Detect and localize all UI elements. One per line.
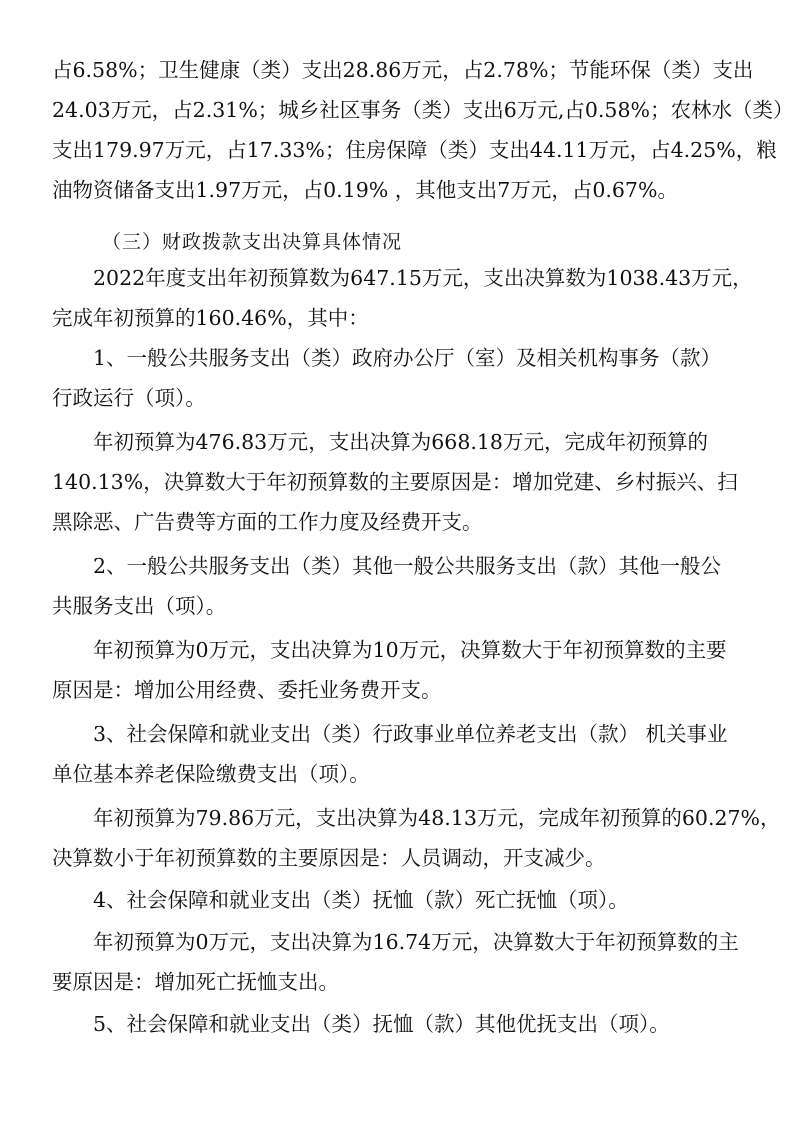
item-detail-line: 原因是：增加公用经费、委托业务费开支。: [52, 678, 442, 702]
item-3-detail: [52, 798, 781, 878]
item-title-line: 单位基本养老保险缴费支出（项）。: [52, 762, 370, 786]
item-title-line: 2、一般公共服务支出（类）其他一般公共服务支出（款）其他一般公: [93, 554, 722, 578]
item-3-title: [52, 714, 752, 794]
summary-line: 2022年度支出年初预算数为647.15万元，支出决算数为1038.43万元，: [93, 266, 753, 290]
item-title-line: 共服务支出（项）。: [52, 594, 227, 618]
section-heading: （三）财政拨款支出决算具体情况: [102, 231, 403, 253]
item-detail-line: 黑除恶、广告费等方面的工作力度及经费开支。: [52, 510, 483, 534]
item-detail-line: 决算数小于年初预算数的主要原因是：人员调动，开支减少。: [52, 846, 606, 870]
item-title-line: 5、社会保障和就业支出（类）抚恤（款）其他优抚支出（项）。: [93, 1012, 670, 1036]
intro-line: 支出179.97万元，占17.33%；住房保障（类）支出44.11万元，占4.25%，粮: [52, 138, 777, 162]
item-detail-line: 140.13%，决算数大于年初预算数的主要原因是：增加党建、乡村振兴、扫: [52, 470, 738, 494]
item-4-detail: [52, 922, 752, 1002]
item-title-line: 3、社会保障和就业支出（类）行政事业单位养老支出（款） 机关事业: [93, 722, 728, 746]
intro-paragraph: [52, 50, 793, 210]
item-detail-line: 要原因是：增加死亡抚恤支出。: [52, 970, 339, 994]
item-detail-line: 年初预算为79.86万元，支出决算为48.13万元，完成年初预算的60.27%，: [93, 806, 781, 830]
intro-line: 24.03万元，占2.31%；城乡社区事务（类）支出6万元,占0.58%；农林水（类）: [52, 98, 793, 122]
item-detail-line: 年初预算为476.83万元，支出决算为668.18万元，完成年初预算的: [93, 430, 708, 454]
item-detail-line: 年初预算为0万元，支出决算为16.74万元，决算数大于年初预算数的主: [93, 930, 739, 954]
intro-line: 占6.58%；卫生健康（类）支出28.86万元，占2.78%；节能环保（类）支出: [52, 58, 754, 82]
summary-paragraph: [52, 258, 752, 338]
item-title-line: 1、一般公共服务支出（类）政府办公厅（室）及相关机构事务（款）: [93, 346, 722, 370]
item-title-line: 4、社会保障和就业支出（类）抚恤（款）死亡抚恤（项）。: [93, 888, 629, 912]
intro-line: 油物资储备支出1.97万元，占0.19% ，其他支出7万元，占0.67%。: [52, 178, 678, 202]
item-title-line: 行政运行（项）。: [52, 386, 206, 410]
item-2-title: [52, 546, 752, 626]
item-4-title: [52, 880, 752, 920]
item-5-title: [52, 1004, 752, 1044]
item-detail-line: 年初预算为0万元，支出决算为10万元，决算数大于年初预算数的主要: [93, 638, 727, 662]
summary-line: 完成年初预算的160.46%，其中：: [52, 306, 369, 330]
item-1-title: [52, 338, 752, 418]
item-2-detail: [52, 630, 752, 710]
item-1-detail: [52, 422, 752, 542]
